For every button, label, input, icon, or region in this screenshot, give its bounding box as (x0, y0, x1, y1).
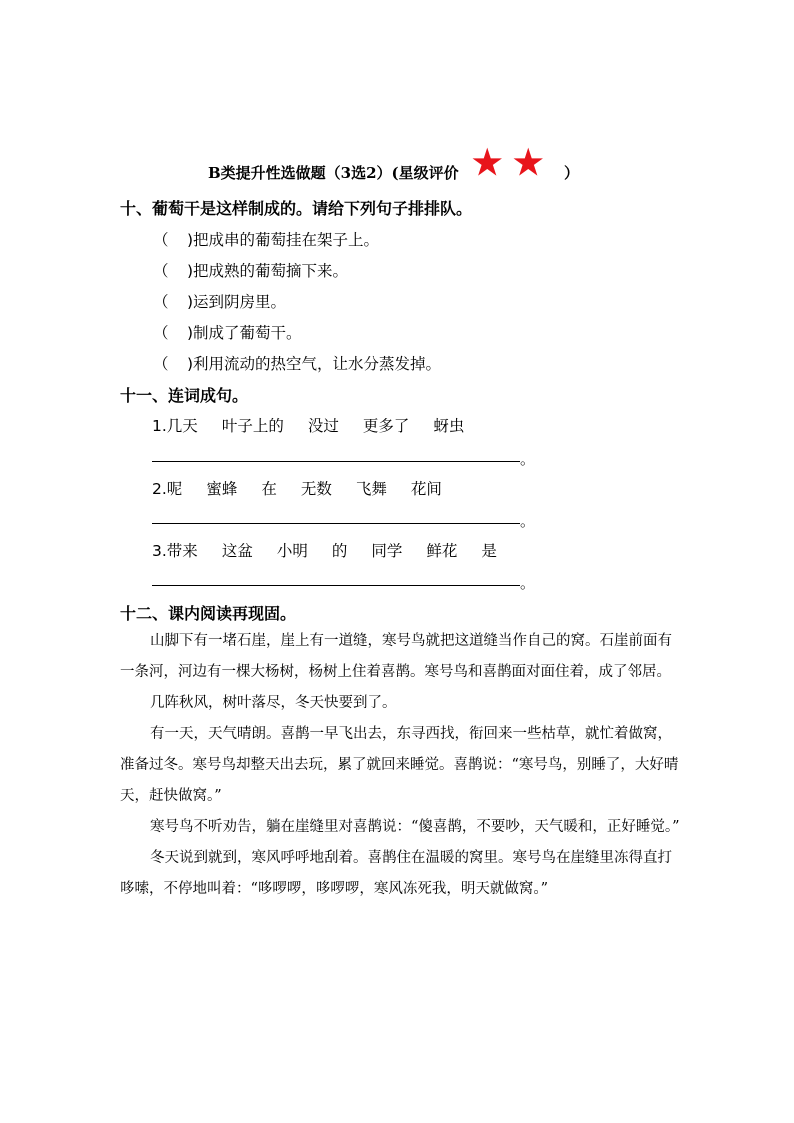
answer-line-3[interactable] (152, 585, 520, 586)
red-star-icon: ★ (472, 143, 503, 183)
answer-line-2[interactable] (152, 523, 520, 524)
section-11-heading: 十一、连词成句。 (120, 386, 249, 405)
section-12-heading: 十二、课内阅读再现固。 (120, 604, 297, 623)
word: 无数 (300, 480, 332, 498)
word: 是 (481, 542, 497, 560)
title-close-paren: ） (564, 164, 580, 182)
list-item: （ )把成串的葡萄挂在架子上。 (153, 231, 380, 249)
paragraph: 冬天说到就到，寒风呼呼地刮着。喜鹊住在温暖的窝里。寒号鸟在崖缝里冻得直打哆嗦，不停地叫着：“哆啰啰，哆啰啰，寒风冻死我，明天就做窝。” (120, 850, 672, 897)
word: 叶子上的 (221, 417, 284, 435)
end-mark: 。 (520, 574, 536, 592)
word: 带来 (166, 542, 198, 560)
word: 没过 (307, 417, 339, 435)
word: 小明 (276, 542, 308, 560)
list-item: （ )制成了葡萄干。 (153, 324, 302, 342)
list-item: （ )利用流动的热空气，让水分蒸发掉。 (153, 355, 442, 373)
word: 更多了 (362, 417, 410, 435)
word: 在 (261, 480, 277, 498)
word: 鲜花 (426, 542, 458, 560)
answer-line-1[interactable] (152, 461, 520, 462)
question-1: 1.几天 叶子上的 没过 更多了 蚜虫 (152, 414, 488, 436)
question-3: 3.带来 这盆 小明 的 同学 鲜花 是 (152, 539, 521, 561)
paragraph: 有一天，天气晴朗。喜鹊一早飞出去，东寻西找，衔回来一些枯草，就忙着做窝，准备过冬。寒号鸟却整天出去玩，累了就回来睡觉。喜鹊说：“寒号鸟，别睡了，大好晴天，赶快做窝。” (120, 726, 679, 804)
list-item: （ )把成熟的葡萄摘下来。 (153, 262, 349, 280)
word: 花间 (410, 480, 442, 498)
reading-passage (120, 626, 685, 905)
section-10-heading: 十、葡萄干是这样制成的。请给下列句子排排队。 (120, 199, 473, 218)
red-star-icon: ★ (513, 143, 544, 183)
word: 几天 (166, 417, 198, 435)
paragraph: 山脚下有一堵石崖，崖上有一道缝，寒号鸟就把这道缝当作自己的窝。石崖前面有一条河，河边有一棵大杨树，杨树上住着喜鹊。寒号鸟和喜鹊面对面住着，成了邻居。 (120, 633, 672, 680)
end-mark: 。 (520, 512, 536, 530)
title-text: B类提升性选做题（3选2）(星级评价 (208, 164, 459, 182)
word: 的 (331, 542, 348, 560)
word: 蚜虫 (433, 417, 465, 435)
word: 飞舞 (355, 480, 387, 498)
word: 蜜蜂 (206, 480, 238, 498)
list-item: （ )运到阴房里。 (153, 293, 287, 311)
end-mark: 。 (520, 450, 536, 468)
page-title (208, 143, 580, 183)
question-2: 2.呢 蜜蜂 在 无数 飞舞 花间 (152, 477, 466, 499)
word: 呢 (166, 480, 183, 498)
word: 这盆 (221, 542, 253, 560)
word: 同学 (371, 542, 403, 560)
paragraph: 寒号鸟不听劝告，躺在崖缝里对喜鹊说：“傻喜鹊，不要吵，天气暖和，正好睡觉。” (150, 819, 680, 835)
paragraph: 几阵秋风，树叶落尽，冬天快要到了。 (150, 695, 397, 711)
